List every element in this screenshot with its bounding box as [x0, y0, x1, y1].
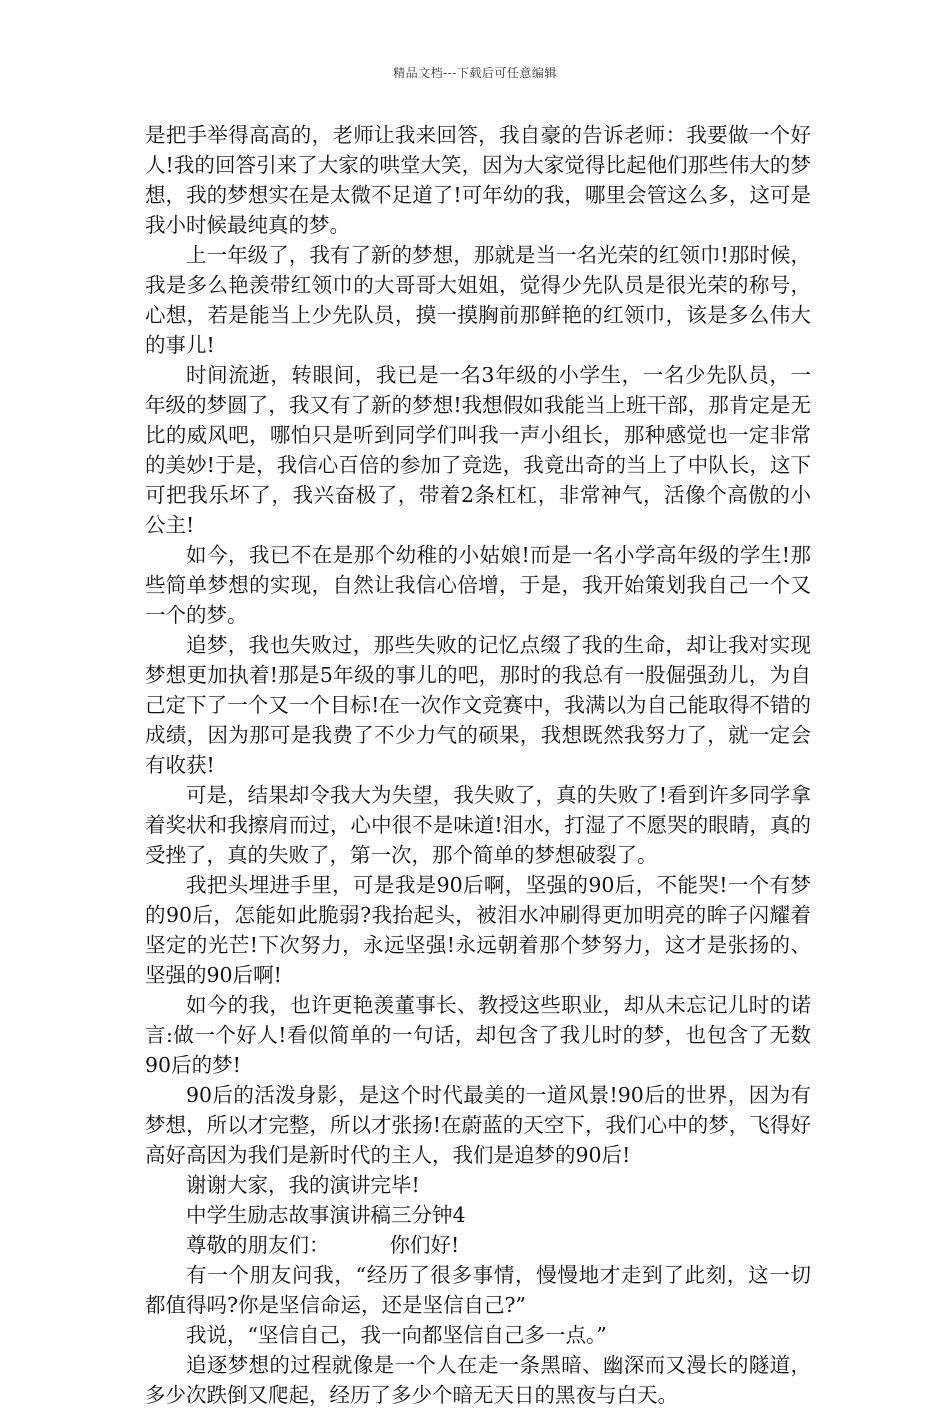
page-header: 精品文档---下载后可任意编辑: [393, 66, 557, 80]
section-title: 中学生励志故事演讲稿三分钟4: [186, 1203, 466, 1227]
paragraph-4: 如今，我已不在是那个幼稚的小姑娘!而是一名小学高年级的学生!那些简单梦想的实现，自然让我信心倍增，于是，我开始策划我自己一个又一个的梦。: [145, 543, 811, 627]
paragraph-6: 可是，结果却令我大为失望，我失败了，真的失败了!看到许多同学拿着奖状和我擦肩而过，心中很不是味道!泪水，打湿了不愿哭的眼睛，真的受挫了，真的失败了，第一次，那个简单的梦想破裂了。: [145, 783, 811, 867]
paragraph-9: 90后的活泼身影，是这个时代最美的一道风景!90后的世界，因为有梦想，所以才完整，所以才张扬!在蔚蓝的天空下，我们心中的梦，飞得好高好高因为我们是新时代的主人，我们是追梦的90后!: [145, 1083, 811, 1167]
paragraph-5: 追梦，我也失败过，那些失败的记忆点缀了我的生命，却让我对实现梦想更加执着!那是5年级的事儿的吧，那时的我总有一股倔强劲儿，为自己定下了一个又一个目标!在一次作文竞赛中，我满以为自己能取得不错的成绩，因为那可是我费了不少力气的硕果，我想既然我努力了，就一定会有收获!: [145, 633, 811, 777]
paragraph-3: 时间流逝，转眼间，我已是一名3年级的小学生，一名少先队员，一年级的梦圆了，我又有了新的梦想!我想假如我能当上班干部，那肯定是无比的威风吧，哪怕只是听到同学们叫我一声小组长，那种感觉也一定非常的美妙!于是，我信心百倍的参加了竞选，我竟出奇的当上了中队长，这下可把我乐坏了，我兴奋极了，带着2条杠杠，非常神气，活像个高傲的小公主!: [145, 363, 811, 537]
paragraph-7: 我把头埋进手里，可是我是90后啊，坚强的90后，不能哭!一个有梦的90后，怎能如此脆弱?我抬起头，被泪水冲刷得更加明亮的眸子闪耀着坚定的光芒!下次努力，永远坚强!永远朝着那个梦努力，这才是张扬的、坚强的90后啊!: [145, 873, 811, 987]
paragraph-1: 是把手举得高高的，老师让我来回答，我自豪的告诉老师：我要做一个好人!我的回答引来了大家的哄堂大笑，因为大家觉得比起他们那些伟大的梦想，我的梦想实在是太微不足道了!可年幼的我，哪里会管这么多，这可是我小时候最纯真的梦。: [145, 123, 811, 237]
closing-line: 谢谢大家，我的演讲完毕!: [186, 1173, 420, 1197]
document-body: [145, 120, 811, 1410]
greeting-line: [145, 1230, 811, 1260]
paragraph-11: 我说，“坚信自己，我一向都坚信自己多一点。”: [186, 1323, 607, 1347]
paragraph-2: 上一年级了，我有了新的梦想，那就是当一名光荣的红领巾!那时候，我是多么艳羡带红领巾的大哥哥大姐姐，觉得少先队员是很光荣的称号，心想，若是能当上少先队员，摸一摸胸前那鲜艳的红领巾，该是多么伟大的事儿!: [145, 243, 811, 357]
paragraph-10: 有一个朋友问我，“经历了很多事情，慢慢地才走到了此刻，这一切都值得吗?你是坚信命运，还是坚信自己?”: [145, 1263, 811, 1317]
paragraph-8: 如今的我，也许更艳羡董事长、教授这些职业，却从未忘记儿时的诺言:做一个好人!看似简单的一句话，却包含了我儿时的梦，也包含了无数90后的梦!: [145, 993, 811, 1077]
greeting-hello: 你们好!: [389, 1233, 460, 1257]
paragraph-12: 追逐梦想的过程就像是一个人在走一条黑暗、幽深而又漫长的隧道，多少次跌倒又爬起，经历了多少个暗无天日的黑夜与白天。: [145, 1353, 811, 1407]
greeting-salutation: 尊敬的朋友们：: [186, 1233, 330, 1257]
